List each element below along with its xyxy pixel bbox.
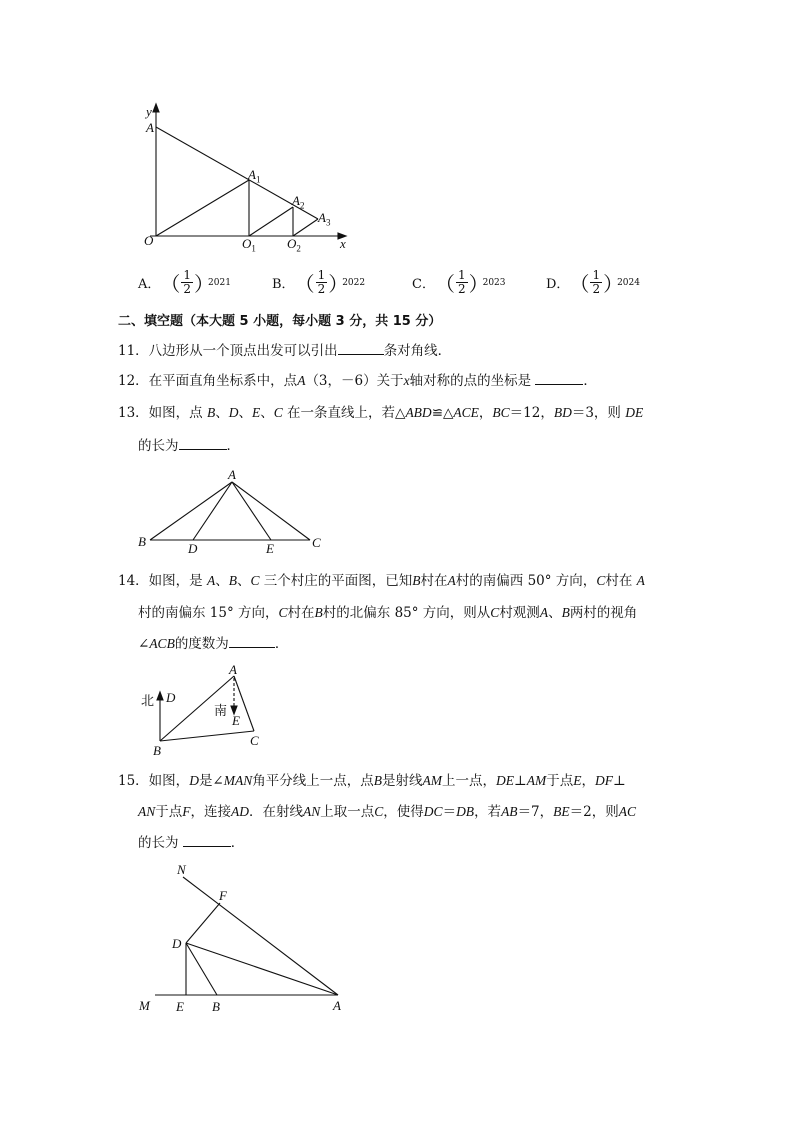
segment-DB (186, 943, 217, 995)
label-E: E (232, 713, 240, 728)
question-13-line-2: 的长为 ． (138, 438, 240, 454)
label-A2: $A_2$ (292, 193, 305, 211)
fraction: $\frac{1}{2}$ (317, 268, 326, 296)
label-C: C (250, 733, 259, 748)
label-B: B (153, 743, 161, 758)
label-E: E (266, 541, 274, 556)
label-B: B (138, 534, 146, 549)
section-heading: 二、填空题（本大题 5 小题，每小题 3 分，共 15 分） (118, 314, 442, 329)
fraction: $\frac{1}{2}$ (183, 268, 192, 296)
label-y: y (146, 104, 152, 119)
question-14-line-1: 14．如图，是 A、B、C 三个村庄的平面图，已知B村在A村的南偏西 50° 方向，C村在 A (118, 573, 645, 589)
fraction: $\frac{1}{2}$ (592, 268, 601, 296)
label-D: D (188, 541, 198, 556)
label-O2: $O_2$ (287, 236, 301, 254)
label-A3: $A_3$ (318, 210, 331, 228)
label-A: A (146, 120, 154, 135)
label-E: E (176, 999, 184, 1014)
label-O: O (144, 233, 154, 248)
label-D: D (172, 936, 182, 951)
label-O1: $O_1$ (242, 236, 256, 254)
label-C: C (312, 535, 321, 550)
label-x: x (340, 236, 346, 251)
label-B: B (212, 999, 220, 1014)
choice-D[interactable]: D． （ $\frac{1}{2}$ ） 2024 (546, 268, 640, 296)
question-14-line-2: 村的南偏东 15° 方向，C村在B村的北偏东 85° 方向，则从C村观测A、B两村的视角 (138, 605, 638, 621)
label-north: 北 (141, 694, 155, 709)
label-F: F (219, 888, 227, 903)
segment-DF (186, 903, 220, 943)
label-D: D (166, 690, 176, 705)
question-11: 11．八边形从一个顶点出发可以引出 条对角线． (118, 343, 452, 359)
label-N: N (177, 862, 186, 877)
label-south: 南 (214, 704, 228, 719)
question-12: 12．在平面直角坐标系中，点A（3，－6）关于x轴对称的点的坐标是 ． (118, 373, 597, 389)
label-A1: $A_1$ (248, 167, 261, 185)
question-15-line-2: AN于点F，连接AD．在射线AN上取一点C，使得DC＝DB，若AB＝7，BE＝2，则AC (138, 804, 637, 820)
fraction: $\frac{1}{2}$ (457, 268, 466, 296)
label-A: A (228, 467, 236, 482)
choice-C[interactable]: C． （ $\frac{1}{2}$ ） 2023 (412, 268, 506, 296)
question-14-line-3: ∠ACB的度数为 ． (138, 636, 289, 652)
label-A: A (229, 662, 237, 677)
segment-AD (186, 943, 338, 995)
question-15-line-3: 的长为 ． (138, 835, 245, 851)
choice-B[interactable]: B． （ $\frac{1}{2}$ ） 2022 (272, 268, 366, 296)
question-15-line-1: 15．如图，D是∠MAN角平分线上一点，点B是射线AM上一点，DE⊥AM于点E，DF⊥ (118, 773, 626, 789)
label-A: A (333, 998, 341, 1013)
choice-A[interactable]: A． （ $\frac{1}{2}$ ） 2021 (138, 268, 231, 296)
label-M: M (139, 998, 150, 1013)
question-13-line-1: 13．如图，点 B、D、E、C 在一条直线上，若△ABD≌△ACE，BC＝12，BD＝3，则 DE (118, 405, 644, 421)
